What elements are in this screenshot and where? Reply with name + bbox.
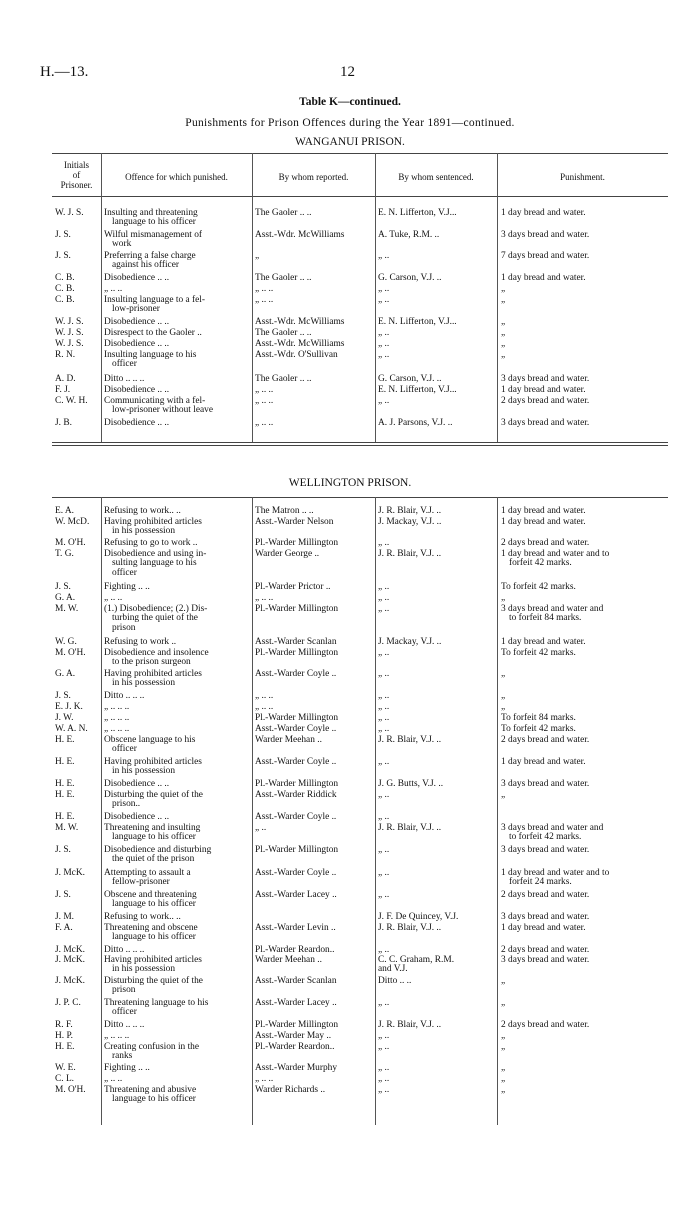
sentenced-by-cell: „ .. bbox=[378, 845, 390, 855]
offence-cell: Preferring a false charge bbox=[104, 251, 196, 261]
reported-by-cell: Pl.-Warder Millington bbox=[255, 845, 339, 855]
column-header-punishment: Punishment. bbox=[560, 172, 605, 182]
offence-cell: Ditto .. .. .. bbox=[104, 945, 145, 955]
offence-cell: prison.. bbox=[112, 799, 141, 810]
sentenced-by-cell: G. Carson, V.J. .. bbox=[378, 273, 442, 283]
prisoner-initials-cell: J. McK. bbox=[55, 976, 85, 986]
offence-cell: Fighting .. .. bbox=[104, 1063, 150, 1073]
punishment-cell: 1 day bread and water. bbox=[501, 208, 586, 218]
prisoner-initials-cell: F. A. bbox=[55, 923, 73, 933]
sentenced-by-cell: „ .. bbox=[378, 339, 390, 349]
punishment-cell: 3 days bread and water. bbox=[501, 845, 590, 855]
offence-cell: Threatening and abusive bbox=[104, 1085, 197, 1095]
reported-by-cell: Pl.-Warder Millington bbox=[255, 538, 339, 548]
sentenced-by-cell: „ .. bbox=[378, 998, 390, 1008]
offence-cell: Disobedience and disturbing bbox=[104, 845, 212, 855]
reported-by-cell: Warder Meehan .. bbox=[255, 735, 322, 745]
reported-by-cell: Asst.-Warder Coyle .. bbox=[255, 868, 337, 878]
sentenced-by-cell: „ .. bbox=[378, 724, 390, 734]
col-divider bbox=[252, 153, 253, 442]
sentenced-by-cell: J. Mackay, V.J. .. bbox=[378, 637, 442, 647]
prisoner-initials-cell: W. G. bbox=[55, 637, 77, 647]
punishment-cell: 3 days bread and water and bbox=[501, 604, 604, 614]
sentenced-by-cell: A. Tuke, R.M. .. bbox=[378, 230, 440, 240]
prisoner-initials-cell: W. J. S. bbox=[55, 208, 84, 218]
offence-cell: „ .. .. .. bbox=[104, 1031, 130, 1041]
offence-cell: in his possession bbox=[112, 678, 176, 689]
sentenced-by-cell: G. Carson, V.J. .. bbox=[378, 374, 442, 384]
reported-by-cell: Pl.-Warder Millington bbox=[255, 648, 339, 658]
page-number: 12 bbox=[340, 64, 355, 80]
sentenced-by-cell: J. R. Blair, V.J. .. bbox=[378, 735, 442, 745]
reported-by-cell: Asst.-Wdr. McWilliams bbox=[255, 230, 345, 240]
reported-by-cell: Asst.-Warder Nelson bbox=[255, 517, 334, 527]
reported-by-cell: Asst.-Warder Murphy bbox=[255, 1063, 338, 1073]
offence-cell: Threatening and insulting bbox=[104, 823, 201, 833]
offence-cell: „ .. .. .. bbox=[104, 713, 130, 723]
sentenced-by-cell: Ditto .. .. bbox=[378, 976, 412, 986]
reported-by-cell: Asst.-Warder Levin .. bbox=[255, 923, 336, 933]
offence-cell: sulting language to his bbox=[112, 558, 197, 569]
offence-cell: Disobedience .. .. bbox=[104, 273, 170, 283]
prisoner-initials-cell: J. McK. bbox=[55, 945, 85, 955]
punishment-cell: 1 day bread and water. bbox=[501, 637, 586, 647]
col-divider bbox=[497, 497, 498, 1125]
offence-cell: language to his officer bbox=[112, 1094, 196, 1105]
prisoner-initials-cell: J. S. bbox=[55, 890, 71, 900]
offence-cell: Ditto .. .. .. bbox=[104, 1020, 145, 1030]
offence-cell: Disobedience and using in- bbox=[104, 549, 207, 559]
offence-cell: Ditto .. .. .. bbox=[104, 374, 145, 384]
prisoner-initials-cell: H. P. bbox=[55, 1031, 73, 1041]
punishment-cell: 3 days bread and water. bbox=[501, 779, 590, 789]
column-header-initials: Initials of Prisoner. bbox=[60, 160, 93, 190]
sentenced-by-cell: „ .. bbox=[378, 868, 390, 878]
offence-cell: language to his officer bbox=[112, 832, 196, 843]
prisoner-initials-cell: C. B. bbox=[55, 284, 75, 294]
offence-cell: Refusing to go to work .. bbox=[104, 538, 198, 548]
reported-by-cell: „ .. bbox=[255, 823, 267, 833]
punishment-cell: „ bbox=[501, 1085, 506, 1095]
col-divider bbox=[375, 153, 376, 442]
punishment-cell: „ bbox=[501, 593, 506, 603]
punishment-cell: 2 days bread and water. bbox=[501, 396, 590, 406]
prisoner-initials-cell: H. E. bbox=[55, 735, 75, 745]
prisoner-initials-cell: H. E. bbox=[55, 779, 75, 789]
prisoner-initials-cell: H. E. bbox=[55, 757, 75, 767]
offence-cell: Disobedience .. .. bbox=[104, 339, 170, 349]
reported-by-cell: Asst.-Wdr. O'Sullivan bbox=[255, 350, 338, 360]
sentenced-by-cell: „ .. bbox=[378, 790, 390, 800]
reported-by-cell: Asst.-Warder Lacey .. bbox=[255, 890, 337, 900]
punishment-cell: to forfeit 84 marks. bbox=[509, 613, 582, 624]
sentenced-by-cell: „ .. bbox=[378, 713, 390, 723]
sentenced-by-cell: „ .. bbox=[378, 669, 390, 679]
punishment-cell: 2 days bread and water. bbox=[501, 1020, 590, 1030]
offence-cell: Obscene and threatening bbox=[104, 890, 197, 900]
sentenced-by-cell: „ .. bbox=[378, 1074, 390, 1084]
offence-cell: „ .. .. bbox=[104, 593, 123, 603]
sentenced-by-cell: „ .. bbox=[378, 538, 390, 548]
reported-by-cell: Asst.-Warder Coyle .. bbox=[255, 669, 337, 679]
reported-by-cell: Asst.-Warder Scanlan bbox=[255, 637, 337, 647]
sentenced-by-cell: „ .. bbox=[378, 890, 390, 900]
sentenced-by-cell: „ .. bbox=[378, 350, 390, 360]
sentenced-by-cell: J. Mackay, V.J. .. bbox=[378, 517, 442, 527]
column-header-reported: By whom reported. bbox=[278, 172, 349, 182]
offence-cell: officer bbox=[112, 1007, 137, 1018]
prisoner-initials-cell: W. McD. bbox=[55, 517, 90, 527]
column-header-sentenced: By whom sentenced. bbox=[398, 172, 474, 182]
offence-cell: Refusing to work .. bbox=[104, 637, 177, 647]
punishment-cell: „ bbox=[501, 317, 506, 327]
punishment-cell: 3 days bread and water and bbox=[501, 823, 604, 833]
prisoner-initials-cell: W. E. bbox=[55, 1063, 76, 1073]
prisoner-initials-cell: G. A. bbox=[55, 593, 76, 603]
offence-cell: prison bbox=[112, 622, 136, 633]
col-divider bbox=[101, 153, 102, 442]
offence-cell: Disobedience .. .. bbox=[104, 779, 170, 789]
prisoner-initials-cell: H. E. bbox=[55, 1042, 75, 1052]
punishment-cell: 1 day bread and water. bbox=[501, 923, 586, 933]
prisoner-initials-cell: W. J. S. bbox=[55, 328, 84, 338]
punishment-cell: forfeit 42 marks. bbox=[509, 558, 572, 569]
reported-by-cell: Pl.-Warder Reardon.. bbox=[255, 945, 335, 955]
reported-by-cell: „ .. .. bbox=[255, 702, 274, 712]
offence-cell: Disobedience .. .. bbox=[104, 418, 170, 428]
col-divider bbox=[101, 497, 102, 1125]
offence-cell: officer bbox=[112, 567, 137, 578]
offence-cell: Attempting to assault a bbox=[104, 868, 191, 878]
punishment-cell: 3 days bread and water. bbox=[501, 374, 590, 384]
punishment-cell: To forfeit 42 marks. bbox=[501, 582, 576, 592]
reported-by-cell: The Gaoler .. .. bbox=[255, 374, 312, 384]
section-title-wellington: WELLINGTON PRISON. bbox=[288, 477, 412, 489]
punishment-cell: to forfeit 42 marks. bbox=[509, 832, 582, 843]
prisoner-initials-cell: C. B. bbox=[55, 273, 75, 283]
punishment-cell: „ bbox=[501, 976, 506, 986]
offence-cell: Wilful mismanagement of bbox=[104, 230, 203, 240]
sentenced-by-cell: and V.J. bbox=[378, 964, 408, 975]
reported-by-cell: Warder Richards .. bbox=[255, 1085, 326, 1095]
prisoner-initials-cell: M. W. bbox=[55, 604, 79, 614]
punishment-cell: 3 days bread and water. bbox=[501, 955, 590, 965]
prisoner-initials-cell: J. M. bbox=[55, 912, 75, 922]
punishment-cell: 3 days bread and water. bbox=[501, 912, 590, 922]
punishment-cell: „ bbox=[501, 350, 506, 360]
sentenced-by-cell: J. R. Blair, V.J. .. bbox=[378, 923, 442, 933]
sentenced-by-cell: „ .. bbox=[378, 582, 390, 592]
offence-cell: low-prisoner bbox=[112, 304, 160, 315]
sentenced-by-cell: „ .. bbox=[378, 1042, 390, 1052]
punishment-cell: 1 day bread and water. bbox=[501, 385, 586, 395]
offence-cell: „ .. .. .. bbox=[104, 702, 130, 712]
reported-by-cell: The Gaoler .. .. bbox=[255, 328, 312, 338]
sentenced-by-cell: J. F. De Quincey, V.J. bbox=[378, 912, 459, 922]
punishment-cell: „ bbox=[501, 284, 506, 294]
prisoner-initials-cell: J. S. bbox=[55, 691, 71, 701]
punishment-cell: 2 days bread and water. bbox=[501, 538, 590, 548]
reported-by-cell: Pl.-Warder Millington bbox=[255, 604, 339, 614]
offence-cell: Insulting language to a fel- bbox=[104, 295, 206, 305]
sentenced-by-cell: „ .. bbox=[378, 757, 390, 767]
offence-cell: Threatening language to his bbox=[104, 998, 209, 1008]
offence-cell: low-prisoner without leave bbox=[112, 405, 214, 416]
offence-cell: „ .. .. .. bbox=[104, 724, 130, 734]
offence-cell: Having prohibited articles bbox=[104, 955, 202, 965]
offence-cell: Disobedience .. .. bbox=[104, 385, 170, 395]
prisoner-initials-cell: J. B. bbox=[55, 418, 72, 428]
section-title-wanganui: WANGANUI PRISON. bbox=[295, 136, 405, 148]
punishment-cell: „ bbox=[501, 691, 506, 701]
sentenced-by-cell: „ .. bbox=[378, 284, 390, 294]
sentenced-by-cell: J. R. Blair, V.J. .. bbox=[378, 549, 442, 559]
prisoner-initials-cell: E. A. bbox=[55, 506, 75, 516]
prisoner-initials-cell: J. W. bbox=[55, 713, 74, 723]
reported-by-cell: „ .. .. bbox=[255, 396, 274, 406]
punishment-cell: 3 days bread and water. bbox=[501, 230, 590, 240]
punishment-cell: 1 day bread and water and to bbox=[501, 549, 610, 559]
prisoner-initials-cell: C. B. bbox=[55, 295, 75, 305]
prisoner-initials-cell: J. S. bbox=[55, 582, 71, 592]
reported-by-cell: The Gaoler .. .. bbox=[255, 273, 312, 283]
reported-by-cell: The Matron .. .. bbox=[255, 506, 314, 516]
offence-cell: Refusing to work.. .. bbox=[104, 506, 181, 516]
table-subtitle: Punishments for Prison Offences during the Year 1891—continued. bbox=[185, 117, 515, 129]
offence-cell: Having prohibited articles bbox=[104, 517, 202, 527]
offence-cell: the quiet of the prison bbox=[112, 854, 195, 865]
col-divider bbox=[375, 497, 376, 1125]
reported-by-cell: „ .. .. bbox=[255, 284, 274, 294]
reported-by-cell: Pl.-Warder Millington bbox=[255, 1020, 339, 1030]
sentenced-by-cell: „ .. bbox=[378, 1031, 390, 1041]
sentenced-by-cell: C. C. Graham, R.M. bbox=[378, 955, 455, 965]
sentenced-by-cell: „ .. bbox=[378, 396, 390, 406]
prisoner-initials-cell: W. J. S. bbox=[55, 317, 84, 327]
punishment-cell: 3 days bread and water. bbox=[501, 418, 590, 428]
offence-cell: Obscene language to his bbox=[104, 735, 196, 745]
prisoner-initials-cell: M. O'H. bbox=[55, 1085, 86, 1095]
prisoner-initials-cell: M. O'H. bbox=[55, 648, 86, 658]
wanganui-top-rule bbox=[52, 153, 668, 154]
offence-cell: turbing the quiet of the bbox=[112, 613, 198, 624]
prisoner-initials-cell: J. S. bbox=[55, 251, 71, 261]
wanganui-bottom-rule bbox=[52, 442, 668, 446]
sentenced-by-cell: A. J. Parsons, V.J. .. bbox=[378, 418, 453, 428]
offence-cell: Disobedience .. .. bbox=[104, 317, 170, 327]
reported-by-cell: Pl.-Warder Prictor .. bbox=[255, 582, 331, 592]
wanganui-header-rule bbox=[52, 196, 668, 197]
reported-by-cell: Pl.-Warder Reardon.. bbox=[255, 1042, 335, 1052]
reported-by-cell: Asst.-Warder Coyle .. bbox=[255, 812, 337, 822]
prisoner-initials-cell: E. J. K. bbox=[55, 702, 83, 712]
wellington-top-rule bbox=[52, 497, 668, 498]
offence-cell: Disobedience .. .. bbox=[104, 812, 170, 822]
prisoner-initials-cell: J. S. bbox=[55, 230, 71, 240]
prisoner-initials-cell: W. J. S. bbox=[55, 339, 84, 349]
punishment-cell: „ bbox=[501, 1063, 506, 1073]
offence-cell: Insulting language to his bbox=[104, 350, 197, 360]
offence-cell: against his officer bbox=[112, 260, 179, 271]
reported-by-cell: Asst.-Warder Riddick bbox=[255, 790, 337, 800]
table-title: Table K—continued. bbox=[299, 96, 401, 108]
document-code: H.—13. bbox=[40, 64, 89, 80]
offence-cell: Disturbing the quiet of the bbox=[104, 790, 203, 800]
offence-cell: work bbox=[112, 239, 132, 250]
sentenced-by-cell: „ .. bbox=[378, 691, 390, 701]
prisoner-initials-cell: H. E. bbox=[55, 790, 75, 800]
sentenced-by-cell: „ .. bbox=[378, 812, 390, 822]
offence-cell: in his possession bbox=[112, 964, 176, 975]
reported-by-cell: Warder George .. bbox=[255, 549, 320, 559]
prisoner-initials-cell: M. W. bbox=[55, 823, 79, 833]
offence-cell: (1.) Disobedience; (2.) Dis- bbox=[104, 604, 208, 614]
offence-cell: language to his officer bbox=[112, 217, 196, 228]
prisoner-initials-cell: T. G. bbox=[55, 549, 74, 559]
prisoner-initials-cell: H. E. bbox=[55, 812, 75, 822]
offence-cell: Communicating with a fel- bbox=[104, 396, 206, 406]
reported-by-cell: „ .. .. bbox=[255, 295, 274, 305]
reported-by-cell: Pl.-Warder Millington bbox=[255, 779, 339, 789]
punishment-cell: „ bbox=[501, 328, 506, 338]
sentenced-by-cell: J. R. Blair, V.J. .. bbox=[378, 506, 442, 516]
reported-by-cell: „ .. .. bbox=[255, 593, 274, 603]
prisoner-initials-cell: R. F. bbox=[55, 1020, 73, 1030]
col-divider bbox=[252, 497, 253, 1125]
sentenced-by-cell: E. N. Lifferton, V.J... bbox=[378, 208, 457, 218]
prisoner-initials-cell: F. J. bbox=[55, 385, 71, 395]
sentenced-by-cell: J. R. Blair, V.J. .. bbox=[378, 823, 442, 833]
offence-cell: Having prohibited articles bbox=[104, 669, 202, 679]
reported-by-cell: Asst.-Warder Lacey .. bbox=[255, 998, 337, 1008]
offence-cell: ranks bbox=[112, 1051, 133, 1062]
offence-cell: Insulting and threatening bbox=[104, 208, 198, 218]
punishment-cell: To forfeit 84 marks. bbox=[501, 713, 576, 723]
offence-cell: in his possession bbox=[112, 766, 176, 777]
col-divider bbox=[497, 153, 498, 442]
punishment-cell: 1 day bread and water. bbox=[501, 517, 586, 527]
offence-cell: Disturbing the quiet of the bbox=[104, 976, 203, 986]
sentenced-by-cell: „ .. bbox=[378, 648, 390, 658]
offence-cell: fellow-prisoner bbox=[112, 877, 170, 888]
punishment-cell: 2 days bread and water. bbox=[501, 890, 590, 900]
sentenced-by-cell: „ .. bbox=[378, 1085, 390, 1095]
sentenced-by-cell: „ .. bbox=[378, 328, 390, 338]
sentenced-by-cell: „ .. bbox=[378, 604, 390, 614]
punishment-cell: „ bbox=[501, 1074, 506, 1084]
offence-cell: Disrespect to the Gaoler .. bbox=[104, 328, 202, 338]
sentenced-by-cell: „ .. bbox=[378, 702, 390, 712]
reported-by-cell: Pl.-Warder Millington bbox=[255, 713, 339, 723]
sentenced-by-cell: E. N. Lifferton, V.J... bbox=[378, 317, 457, 327]
punishment-cell: „ bbox=[501, 1042, 506, 1052]
punishment-cell: 1 day bread and water. bbox=[501, 506, 586, 516]
reported-by-cell: „ .. .. bbox=[255, 385, 274, 395]
offence-cell: Ditto .. .. .. bbox=[104, 691, 145, 701]
reported-by-cell: Asst.-Warder May .. bbox=[255, 1031, 332, 1041]
offence-cell: prison bbox=[112, 985, 136, 996]
punishment-cell: To forfeit 42 marks. bbox=[501, 648, 576, 658]
offence-cell: in his possession bbox=[112, 526, 176, 537]
sentenced-by-cell: J. R. Blair, V.J. .. bbox=[378, 1020, 442, 1030]
punishment-cell: 1 day bread and water. bbox=[501, 273, 586, 283]
reported-by-cell: „ .. .. bbox=[255, 418, 274, 428]
prisoner-initials-cell: J. P. C. bbox=[55, 998, 81, 1008]
sentenced-by-cell: „ .. bbox=[378, 945, 390, 955]
sentenced-by-cell: „ .. bbox=[378, 1063, 390, 1073]
reported-by-cell: „ .. .. bbox=[255, 691, 274, 701]
reported-by-cell: The Gaoler .. .. bbox=[255, 208, 312, 218]
punishment-cell: 1 day bread and water. bbox=[501, 757, 586, 767]
punishment-cell: forfeit 24 marks. bbox=[509, 877, 572, 888]
sentenced-by-cell: „ .. bbox=[378, 295, 390, 305]
prisoner-initials-cell: J. McK. bbox=[55, 955, 85, 965]
offence-cell: language to his officer bbox=[112, 932, 196, 943]
offence-cell: „ .. .. bbox=[104, 1074, 123, 1084]
prisoner-initials-cell: A. D. bbox=[55, 374, 76, 384]
reported-by-cell: „ bbox=[255, 251, 260, 261]
reported-by-cell: „ .. .. bbox=[255, 1074, 274, 1084]
offence-cell: Creating confusion in the bbox=[104, 1042, 200, 1052]
punishment-cell: 2 days bread and water. bbox=[501, 945, 590, 955]
reported-by-cell: Asst.-Warder Coyle .. bbox=[255, 724, 337, 734]
prisoner-initials-cell: W. A. N. bbox=[55, 724, 88, 734]
punishment-cell: 2 days bread and water. bbox=[501, 735, 590, 745]
column-header-offence: Offence for which punished. bbox=[125, 172, 228, 182]
prisoner-initials-cell: C. W. H. bbox=[55, 396, 88, 406]
offence-cell: Having prohibited articles bbox=[104, 757, 202, 767]
punishment-cell: 7 days bread and water. bbox=[501, 251, 590, 261]
punishment-cell: „ bbox=[501, 1031, 506, 1041]
punishment-cell: „ bbox=[501, 295, 506, 305]
reported-by-cell: Warder Meehan .. bbox=[255, 955, 322, 965]
offence-cell: officer bbox=[112, 744, 137, 755]
reported-by-cell: Asst.-Wdr. McWilliams bbox=[255, 317, 345, 327]
sentenced-by-cell: E. N. Lifferton, V.J... bbox=[378, 385, 457, 395]
punishment-cell: „ bbox=[501, 790, 506, 800]
offence-cell: officer bbox=[112, 359, 137, 370]
sentenced-by-cell: J. G. Butts, V.J. .. bbox=[378, 779, 444, 789]
punishment-cell: „ bbox=[501, 339, 506, 349]
punishment-cell: To forfeit 42 marks. bbox=[501, 724, 576, 734]
offence-cell: Refusing to work.. .. bbox=[104, 912, 181, 922]
prisoner-initials-cell: M. O'H. bbox=[55, 538, 86, 548]
sentenced-by-cell: „ .. bbox=[378, 593, 390, 603]
punishment-cell: 1 day bread and water and to bbox=[501, 868, 610, 878]
offence-cell: to the prison surgeon bbox=[112, 657, 191, 668]
prisoner-initials-cell: C. L. bbox=[55, 1074, 75, 1084]
punishment-cell: „ bbox=[501, 998, 506, 1008]
prisoner-initials-cell: J. S. bbox=[55, 845, 71, 855]
reported-by-cell: Asst.-Warder Scanlan bbox=[255, 976, 337, 986]
offence-cell: „ .. .. bbox=[104, 284, 123, 294]
reported-by-cell: Asst.-Wdr. McWilliams bbox=[255, 339, 345, 349]
prisoner-initials-cell: R. N. bbox=[55, 350, 76, 360]
sentenced-by-cell: „ .. bbox=[378, 251, 390, 261]
offence-cell: language to his officer bbox=[112, 899, 196, 910]
punishment-cell: „ bbox=[501, 669, 506, 679]
punishment-cell: „ bbox=[501, 702, 506, 712]
offence-cell: Fighting .. .. bbox=[104, 582, 150, 592]
prisoner-initials-cell: G. A. bbox=[55, 669, 76, 679]
offence-cell: Disobedience and insolence bbox=[104, 648, 209, 658]
prisoner-initials-cell: J. McK. bbox=[55, 868, 85, 878]
reported-by-cell: Asst.-Warder Coyle .. bbox=[255, 757, 337, 767]
offence-cell: Threatening and obscene bbox=[104, 923, 198, 933]
